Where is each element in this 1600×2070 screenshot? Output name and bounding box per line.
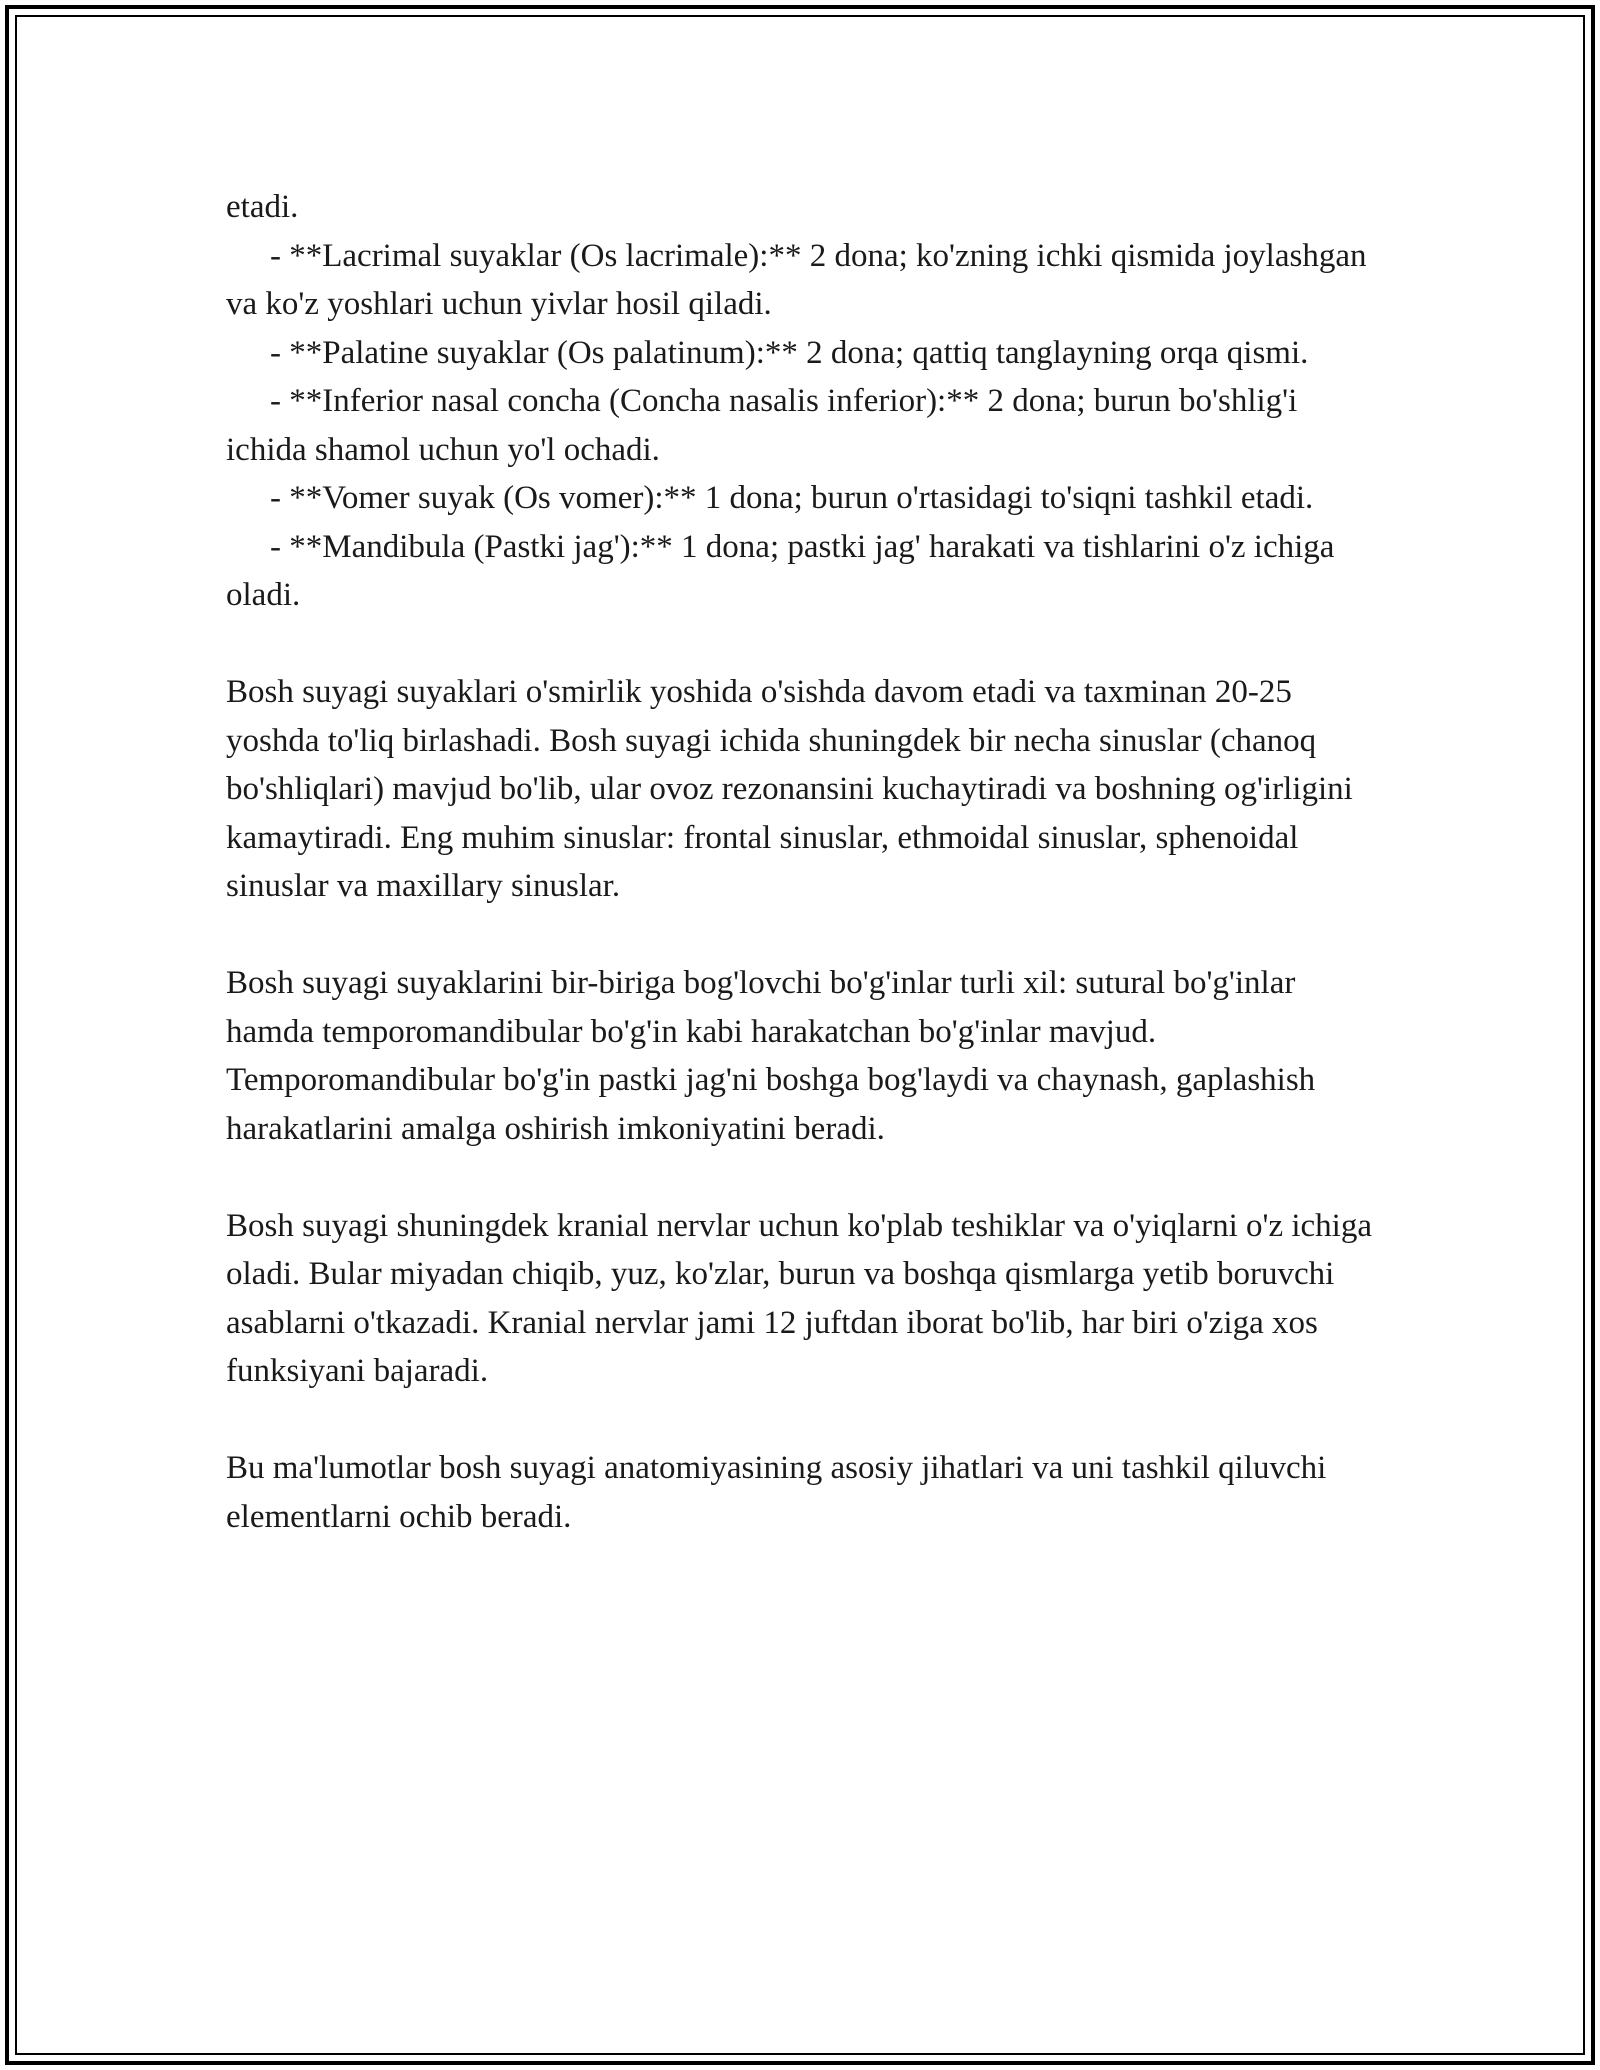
list-item-inferior-nasal-concha: - **Inferior nasal concha (Concha nasalis inferior):** 2 dona; burun bo'shlig'i ichida shamol uchun yo'l ochadi. bbox=[226, 383, 1298, 468]
list-item-vomer: - **Vomer suyak (Os vomer):** 1 dona; burun o'rtasidagi to'siqni tashkil etadi. bbox=[270, 480, 1314, 516]
paragraph-joints: Bosh suyagi suyaklarini bir-biriga bog'lovchi bo'g'inlar turli xil: sutural bo'g'inlar hamda temporomandibular bo'g'in kabi harakatchan bo'g'inlar mavjud. Temporomandibular bo'g'in pastki jag'ni boshga bog'laydi va chaynash, gaplashish harakatlarini amalga oshirish imkoniyatini beradi. bbox=[226, 965, 1316, 1147]
paragraph-spacer bbox=[226, 911, 1386, 960]
list-item-palatine: - **Palatine suyaklar (Os palatinum):** 2 dona; qattiq tanglayning orqa qismi. bbox=[270, 334, 1309, 371]
list-item-mandibula: - **Mandibula (Pastki jag'):** 1 dona; pastki jag' harakati va tishlarini o'z ichiga oladi. bbox=[226, 528, 1335, 613]
paragraph-sinuses: Bosh suyagi suyaklari o'smirlik yoshida o'sishda davom etadi va taxminan 20-25 yoshda to'liq birlashadi. Bosh suyagi ichida shuningdek bir necha sinuslar (chanoq bo'shliqlari) mavjud bo'lib, ular ovoz rezonansini kuchaytiradi va boshning og'irligini kamaytiradi. Eng muhim sinuslar: frontal sinuslar, ethmoidal sinuslar, sphenoidal sinuslar va maxillary sinuslar. bbox=[226, 674, 1353, 904]
paragraph-cranial-nerves: Bosh suyagi shuningdek kranial nervlar uchun ko'plab teshiklar va o'yiqlarni o'z ichiga oladi. Bular miyadan chiqib, yuz, ko'zlar, burun va boshqa qismlarga yetib boruvchi asablarni o'tkazadi. Kranial nervlar jami 12 juftdan iborat bo'lib, har biri o'ziga xos funksiyani bajaradi. bbox=[226, 1207, 1372, 1389]
paragraph-spacer bbox=[226, 620, 1386, 669]
paragraph-conclusion: Bu ma'lumotlar bosh suyagi anatomiyasining asosiy jihatlari va uni tashkil qiluvchi elementlarni ochib beradi. bbox=[226, 1450, 1327, 1535]
bone-list bbox=[226, 232, 1386, 620]
paragraph-spacer bbox=[226, 1153, 1386, 1202]
document-body bbox=[226, 183, 1386, 1541]
continuation-text: etadi. bbox=[226, 189, 299, 225]
paragraph-spacer bbox=[226, 1396, 1386, 1445]
list-item-lacrimal: - **Lacrimal suyaklar (Os lacrimale):** 2 dona; ko'zning ichki qismida joylashgan va ko'z yoshlari uchun yivlar hosil qiladi. bbox=[226, 237, 1367, 322]
